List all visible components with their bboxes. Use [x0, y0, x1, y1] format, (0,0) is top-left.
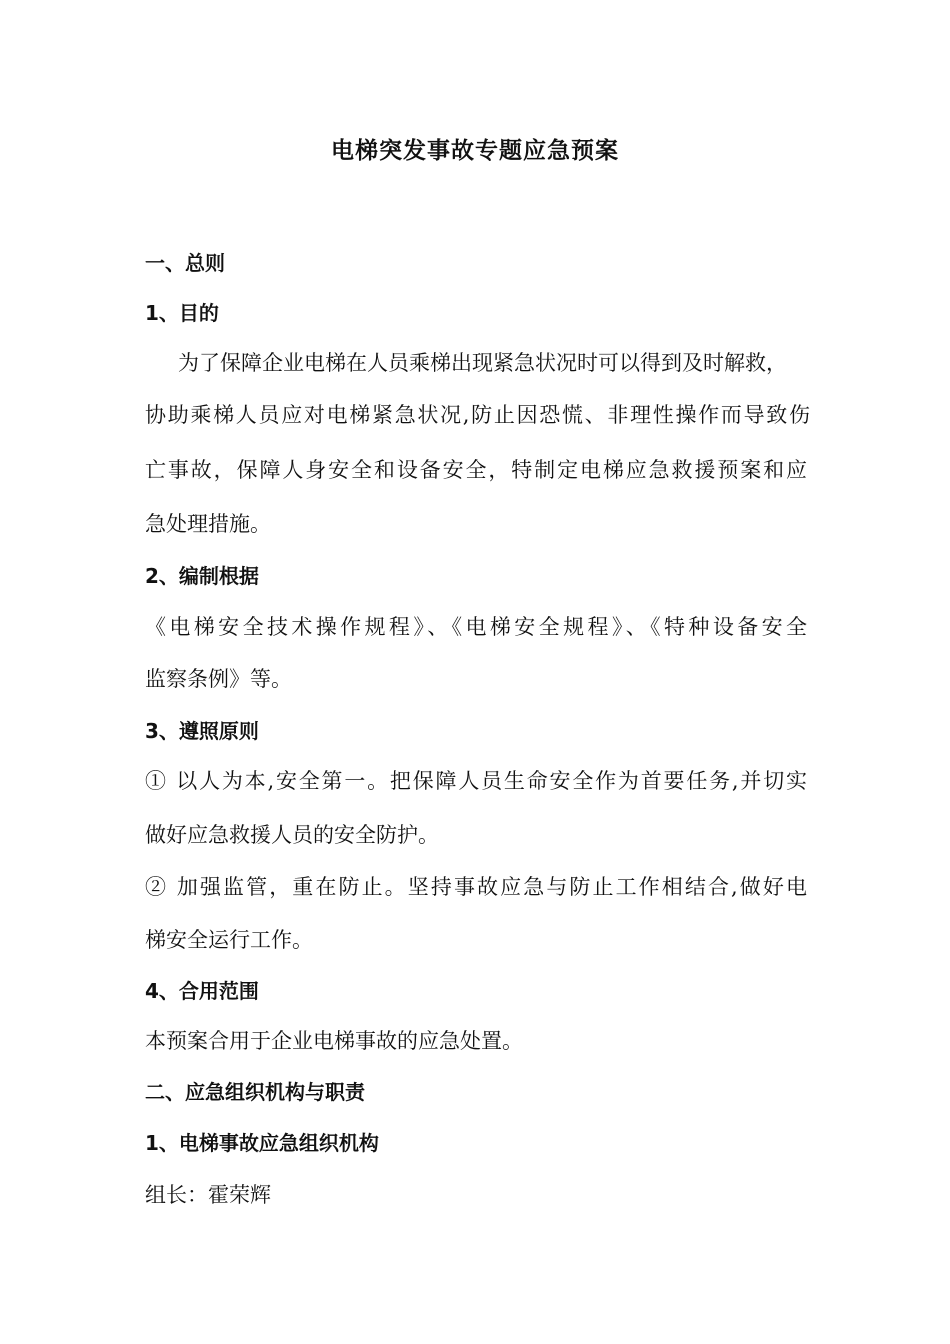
paragraph-line: 组长：霍荣辉 — [145, 1183, 271, 1207]
paragraph-line: ② 加强监管，重在防止。坚持事故应急与防止工作相结合,做好电 — [145, 875, 807, 899]
section-heading-general: 一、总则 — [145, 251, 225, 275]
paragraph-line: 监察条例》等。 — [145, 667, 292, 691]
section-heading-organization: 二、应急组织机构与职责 — [145, 1080, 365, 1104]
paragraph-line: 急处理措施。 — [145, 512, 271, 536]
paragraph-line: 亡事故，保障人身安全和设备安全，特制定电梯应急救援预案和应 — [145, 458, 807, 482]
paragraph-line: 为了保障企业电梯在人员乘梯出现紧急状况时可以得到及时解救， — [178, 351, 787, 375]
subheading-scope: 4、合用范围 — [145, 979, 259, 1003]
paragraph-line: 做好应急救援人员的安全防护。 — [145, 823, 439, 847]
subheading-principles: 3、遵照原则 — [145, 719, 259, 743]
subheading-purpose: 1、目的 — [145, 301, 219, 325]
paragraph-line: 《电梯安全技术操作规程》、《电梯安全规程》、《特种设备安全 — [145, 615, 807, 639]
paragraph-line: 协助乘梯人员应对电梯紧急状况,防止因恐慌、非理性操作而导致伤 — [145, 403, 810, 427]
subheading-basis: 2、编制根据 — [145, 564, 259, 588]
document-title: 电梯突发事故专题应急预案 — [331, 138, 619, 164]
subheading-organization: 1、电梯事故应急组织机构 — [145, 1131, 379, 1155]
paragraph-line: 梯安全运行工作。 — [145, 928, 313, 952]
paragraph-line: 本预案合用于企业电梯事故的应急处置。 — [145, 1029, 523, 1053]
paragraph-line: ① 以人为本,安全第一。把保障人员生命安全作为首要任务,并切实 — [145, 769, 807, 793]
